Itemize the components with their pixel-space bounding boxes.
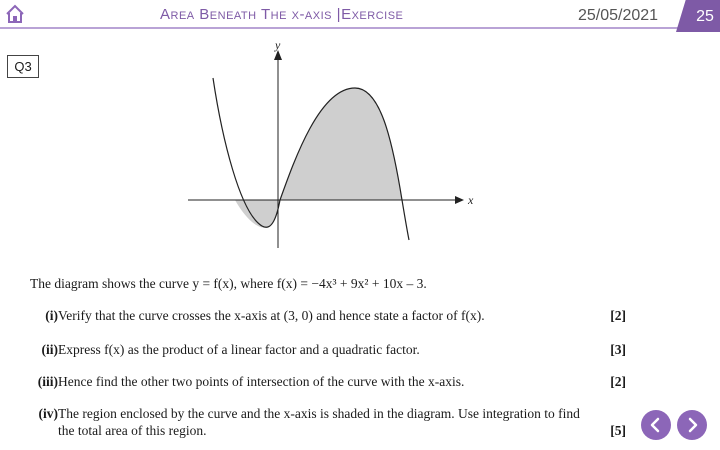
chevron-left-icon: [648, 417, 664, 433]
part-text-continued: the total area of this region.: [58, 423, 207, 438]
question-part-iii: [30, 374, 630, 390]
curve-graph: [180, 38, 480, 253]
next-slide-button[interactable]: [677, 410, 707, 440]
home-icon[interactable]: [4, 3, 26, 25]
part-marks: [3]: [610, 342, 626, 357]
part-marks: [2]: [610, 374, 626, 389]
part-label: (iii): [37, 374, 58, 389]
part-text: Verify that the curve crosses the x-axis at (3, 0) and hence state a factor of f(x).: [58, 308, 485, 323]
chevron-right-icon: [684, 417, 700, 433]
shaded-region-left: [235, 200, 280, 228]
y-axis-label: y: [275, 38, 281, 52]
part-text: Hence find the other two points of intersection of the curve with the x-axis.: [58, 374, 465, 389]
part-marks: [2]: [610, 308, 626, 323]
header-divider: [0, 27, 690, 29]
shaded-region-right: [280, 88, 402, 200]
question-part-ii: [30, 342, 630, 358]
x-axis-label: x: [468, 193, 474, 207]
part-label: (i): [45, 308, 58, 323]
page-number: 25: [696, 8, 714, 25]
x-axis-arrow: [455, 196, 464, 204]
previous-slide-button[interactable]: [641, 410, 671, 440]
part-label: (iv): [38, 406, 58, 421]
part-text: The region enclosed by the curve and the x-axis is shaded in the diagram. Use integration to find: [58, 406, 580, 421]
part-label: (ii): [41, 342, 58, 357]
part-marks: [5]: [610, 423, 626, 438]
question-intro: The diagram shows the curve y = f(x), where f(x) = −4x³ + 9x² + 10x – 3.: [30, 276, 427, 291]
slide-date: 25/05/2021: [578, 7, 659, 24]
slide-title: Area Beneath The x-axis |Exercise: [160, 6, 404, 23]
question-part-iv: [30, 406, 630, 438]
question-label: Q3: [7, 55, 39, 78]
part-text: Express f(x) as the product of a linear factor and a quadratic factor.: [58, 342, 420, 357]
question-part-i: [30, 308, 630, 324]
